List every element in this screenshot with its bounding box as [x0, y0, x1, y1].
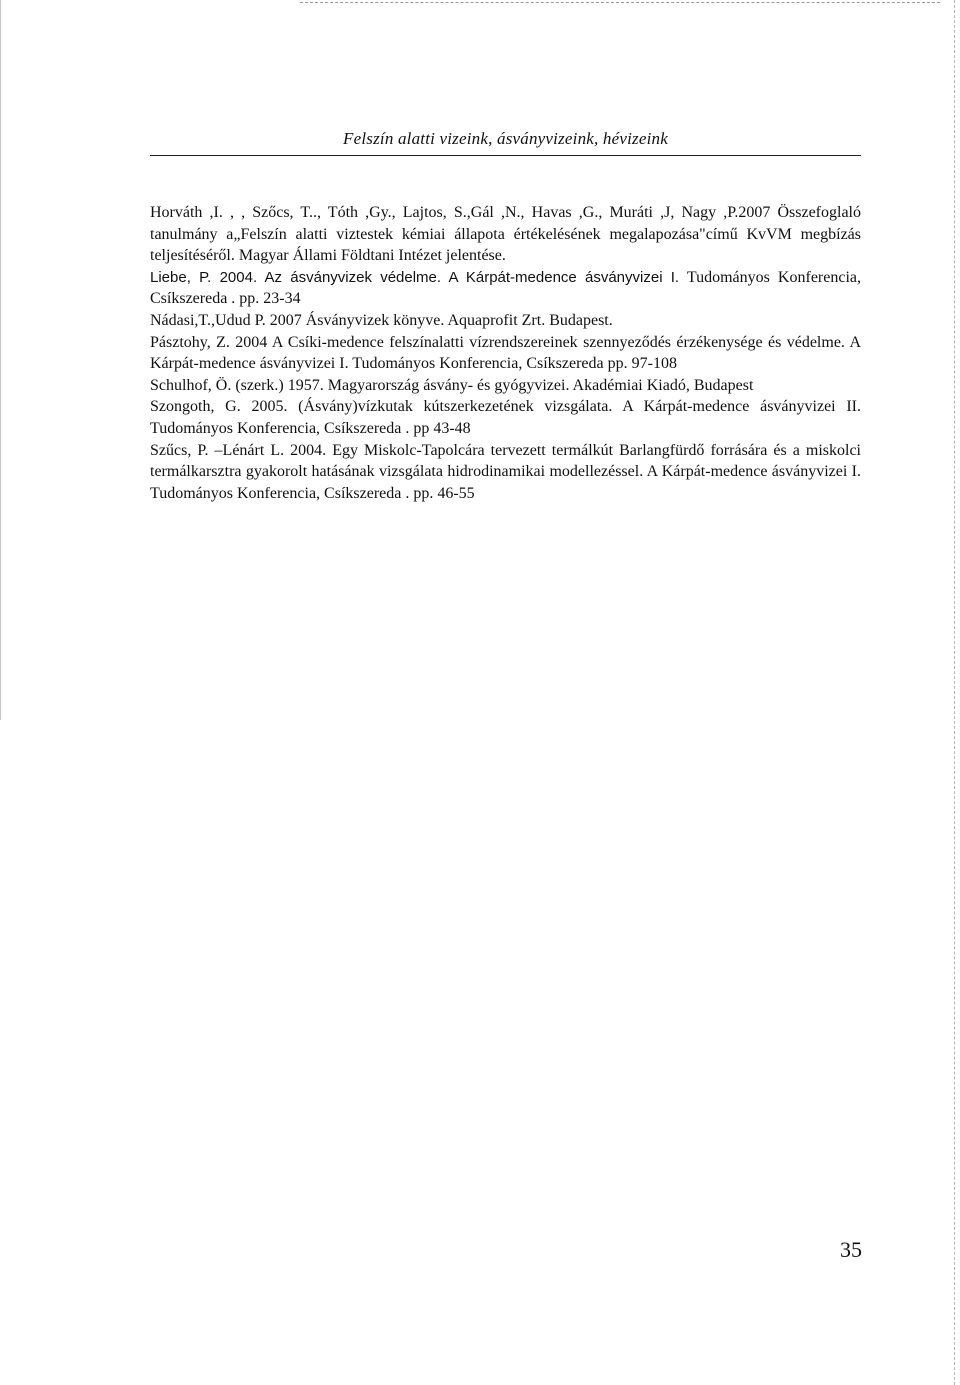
page-number: 35: [840, 1237, 862, 1262]
reference-pasztohy: Pásztohy, Z. 2004 A Csíki-medence felszínalatti vízrendszereinek szennyeződés érzékenysége és védelme. A Kárpát-medence ásványvizei I. Tudományos Konferencia, Csíkszereda pp. 97-108: [150, 333, 861, 373]
running-header: [150, 128, 861, 156]
reference-liebe: [150, 267, 861, 310]
reference-nadasi: Nádasi,T.,Udud P. 2007 Ásványvizek könyve. Aquaprofit Zrt. Budapest.: [150, 311, 613, 329]
scan-edge-right: [954, 0, 955, 1385]
scan-edge-top: [300, 2, 940, 3]
reference-horvath: Horváth ,I. , , Szőcs, T.., Tóth ,Gy., Lajtos, S.,Gál ,N., Havas ,G., Muráti ,J, Nagy ,P.2007 Összefoglaló tanulmány a„Felszín alatti viztestek kémiai állapota értékelésének megalapozása"című KvVM megbízás teljesítéséről. Magyar Állami Földtani Intézet jelentése.: [150, 204, 861, 265]
reference-liebe-main: Liebe, P. 2004. Az ásványvizek védelme. A Kárpát-medence ásványvizei I.: [150, 268, 680, 286]
reference-schulhof: Schulhof, Ö. (szerk.) 1957. Magyarország ásvány- és gyógyvizei. Akadémiai Kiadó, Budapest: [150, 376, 754, 394]
scan-edge-left: [0, 0, 1, 720]
reference-liebe-conference: Tudományos Konferencia, Csíkszereda . pp. 23-34: [150, 268, 861, 308]
running-header-title: Felszín alatti vizeink, ásványvizeink, hévizeink: [343, 129, 668, 148]
reference-szongoth: Szongoth, G. 2005. (Ásvány)vízkutak kútszerkezetének vizsgálata. A Kárpát-medence ásványvizei II. Tudományos Konferencia, Csíkszereda . pp 43-48: [150, 398, 861, 437]
reference-list: [150, 202, 861, 504]
reference-szucs: Szűcs, P. –Lénárt L. 2004. Egy Miskolc-Tapolcára tervezett termálkút Barlangfürdő forrására és a miskolci termálkarsztra gyakorolt hatásának vizsgálata hidrodinamikai modellezéssel. A Kárpát-medence ásványvizei I. Tudományos Konferencia, Csíkszereda . pp. 46-55: [150, 441, 861, 502]
